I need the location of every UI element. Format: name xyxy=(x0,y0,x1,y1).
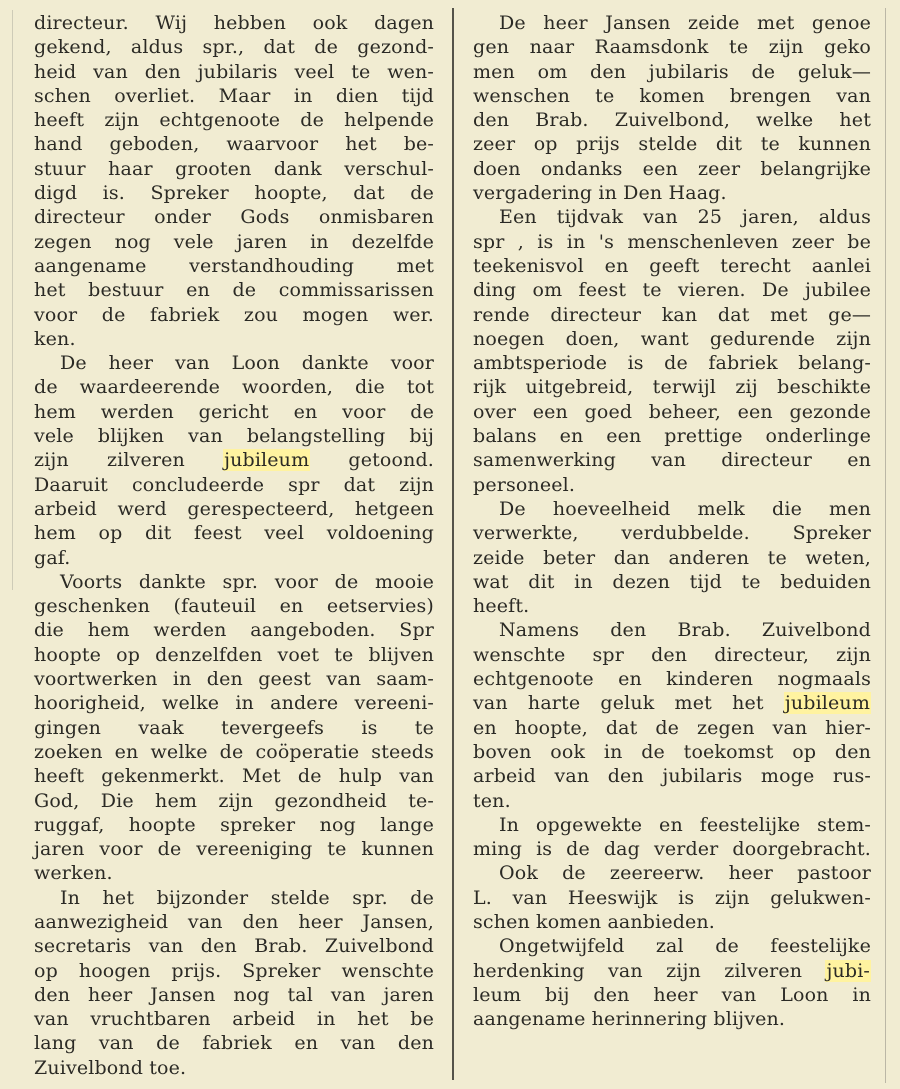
text-line: vele blijken van belangstelling bij xyxy=(34,425,434,448)
text-line: de waardeerende woorden, die tot xyxy=(34,376,434,399)
text-line: op hoogen prijs. Spreker wenschte xyxy=(34,959,434,982)
text-line: Ongetwijfeld zal de feestelijke xyxy=(499,935,871,958)
text-line: digd is. Spreker hoopte, dat de xyxy=(34,182,434,205)
text-line: verwerkte, verdubbelde. Spreker xyxy=(473,522,871,545)
text-line: hoopte op denzelfden voet te blijven xyxy=(34,643,434,666)
text-line: geschenken (fauteuil en eetservies) xyxy=(34,595,434,618)
text-line: men om den jubilaris de geluk— xyxy=(473,60,871,83)
text-line: wat dit in dezen tijd te beduiden xyxy=(473,570,871,593)
text-line: ding om feest te vieren. De jubilee xyxy=(473,279,871,302)
text-line: gaf. xyxy=(34,546,71,569)
text-line: ambtsperiode is de fabriek belang- xyxy=(473,352,871,375)
text-line: lang van de fabriek en van den xyxy=(34,1032,434,1055)
text-line: Daaruit concludeerde spr dat zijn xyxy=(34,473,434,496)
text-line: heid van den jubilaris veel te wen- xyxy=(34,60,434,83)
search-highlight: jubileum xyxy=(224,449,310,472)
text-line: aangename herinnering blijven. xyxy=(473,1008,786,1031)
left-edge-rule xyxy=(12,10,13,590)
text-line: schen komen aanbieden. xyxy=(473,910,715,933)
text-line: gekend, aldus spr., dat de gezond- xyxy=(34,36,434,59)
text-line: jaren voor de vereeniging te kunnen xyxy=(34,838,434,861)
text-line: samenwerking van directeur en xyxy=(473,449,871,472)
search-highlight: jubi- xyxy=(826,959,870,982)
text-line: stuur haar grooten dank verschul- xyxy=(34,157,434,180)
search-highlight: jubileum xyxy=(784,692,870,715)
text-line: boven ook in de toekomst op den xyxy=(473,740,871,763)
text-line: aangename verstandhouding met xyxy=(34,254,434,277)
text-line: secretaris van den Brab. Zuivelbond xyxy=(34,935,434,958)
text-line: heeft zijn echtgenoote de helpende xyxy=(34,109,434,132)
text-line: rende directeur kan dat met ge— xyxy=(473,303,871,326)
right-edge-rule xyxy=(885,8,886,1083)
text-line: zeide beter dan anderen te weten, xyxy=(473,546,871,569)
text-line: vergadering in Den Haag. xyxy=(473,182,727,205)
text-line: In het bijzonder stelde spr. de xyxy=(60,886,434,909)
text-line: zeer op prijs stelde dit te kunnen xyxy=(473,133,871,156)
text-line: balans en een prettige onderlinge xyxy=(473,425,871,448)
text-line: ten. xyxy=(473,789,511,812)
text-line: aanwezigheid van den heer Jansen, xyxy=(34,910,434,933)
text-line: Een tijdvak van 25 jaren, aldus xyxy=(499,206,871,229)
text-line: echtgenoote en kinderen nogmaals xyxy=(473,668,871,691)
text-line: heeft gekenmerkt. Met de hulp van xyxy=(34,765,434,788)
text-line: hoorigheid, welke in andere vereeni- xyxy=(34,692,434,715)
text-line: den heer Jansen nog tal van jaren xyxy=(34,983,434,1006)
text-line: rijk uitgebreid, terwijl zij beschikte xyxy=(473,376,871,399)
text-line: zijn zilveren jubileum getoond. xyxy=(34,449,434,472)
text-line: gingen vaak tevergeefs is te xyxy=(34,716,434,739)
text-line: gen naar Raamsdonk te zijn geko xyxy=(473,36,871,59)
text-line: schen overliet. Maar in dien tijd xyxy=(34,84,434,107)
text-line: zoeken en welke de coöperatie steeds xyxy=(34,740,434,763)
text-line: arbeid van den jubilaris moge rus- xyxy=(473,765,871,788)
text-line: zegen nog vele jaren in dezelfde xyxy=(34,230,434,253)
text-line: wenschen te komen brengen van xyxy=(473,84,871,107)
text-line: De heer Jansen zeide met genoe xyxy=(499,12,871,34)
text-line: God, Die hem zijn gezondheid te- xyxy=(34,789,434,812)
text-line: den Brab. Zuivelbond, welke het xyxy=(473,109,871,132)
text-line: hem op dit feest veel voldoening xyxy=(34,522,434,545)
text-line: van harte geluk met het jubileum xyxy=(473,692,870,715)
text-line: en hoopte, dat de zegen van hier- xyxy=(473,716,871,739)
text-line: leum bij den heer van Loon in xyxy=(473,983,871,1006)
text-line: ken. xyxy=(34,327,76,350)
text-line: voor de fabriek zou mogen wer. xyxy=(34,303,434,326)
text-line: teekenisvol en geeft terecht aanlei xyxy=(473,254,871,277)
text-line: hand geboden, waarvoor het be- xyxy=(34,133,434,156)
text-line: heeft. xyxy=(473,595,530,618)
text-line: Ook de zeereerw. heer pastoor xyxy=(499,862,871,885)
text-line: het bestuur en de commissarissen xyxy=(34,279,434,302)
text-line: over een goed beheer, een gezonde xyxy=(473,400,871,423)
text-line: noegen doen, want gedurende zijn xyxy=(473,327,871,350)
text-line: personeel. xyxy=(473,473,576,496)
text-line: De hoeveelheid melk die men xyxy=(499,497,871,520)
right-column xyxy=(473,11,871,1031)
text-line: van vruchtbaren arbeid in het be xyxy=(34,1008,434,1031)
text-line: ming is de dag verder doorgebracht. xyxy=(473,838,871,861)
column-divider xyxy=(452,8,454,1080)
text-line: hem werden gericht en voor de xyxy=(34,400,434,423)
text-line: ruggaf, hoopte spreker nog lange xyxy=(34,813,434,836)
left-column xyxy=(34,11,434,1080)
text-line: arbeid werd gerespecteerd, hetgeen xyxy=(34,497,434,520)
text-line: die hem werden aangeboden. Spr xyxy=(34,619,434,642)
text-line: Voorts dankte spr. voor de mooie xyxy=(60,570,434,593)
text-line: wenschte spr den directeur, zijn xyxy=(473,643,871,666)
text-line: voortwerken in den geest van saam- xyxy=(34,668,434,691)
text-line: directeur. Wij hebben ook dagen xyxy=(34,12,434,34)
text-line: Zuivelbond toe. xyxy=(34,1056,187,1079)
text-line: directeur onder Gods onmisbaren xyxy=(34,206,434,229)
text-line: In opgewekte en feestelijke stem- xyxy=(499,813,871,836)
text-line: spr , is in 's menschenleven zeer be xyxy=(473,230,871,253)
text-line: Namens den Brab. Zuivelbond xyxy=(499,619,871,642)
text-line: L. van Heeswijk is zijn gelukwen- xyxy=(473,886,871,909)
text-line: werken. xyxy=(34,862,113,885)
text-line: doen ondanks een zeer belangrijke xyxy=(473,157,871,180)
text-line: herdenking van zijn zilveren jubi- xyxy=(473,959,870,982)
text-line: De heer van Loon dankte voor xyxy=(60,352,434,375)
